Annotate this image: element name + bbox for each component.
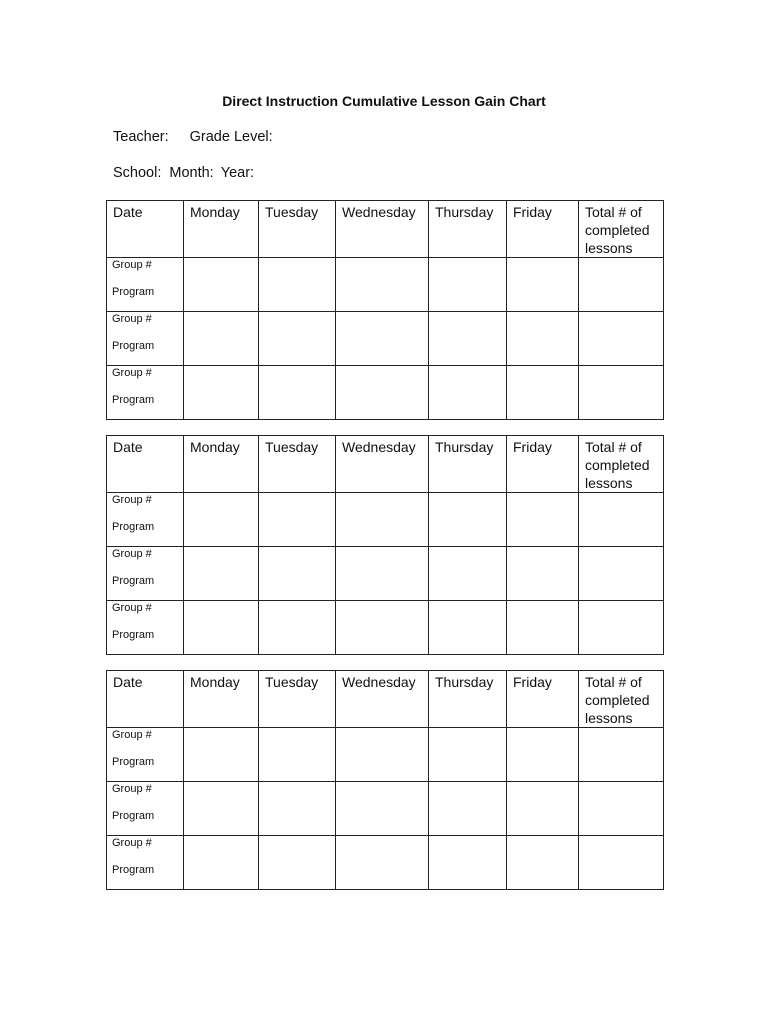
tuesday-cell[interactable] xyxy=(259,836,336,890)
table-row xyxy=(107,312,664,366)
program-label: Program xyxy=(112,575,155,587)
program-label: Program xyxy=(112,286,155,298)
header-total-completed: Total # of completed lessons xyxy=(579,201,664,258)
program-label: Program xyxy=(112,394,155,406)
friday-cell[interactable] xyxy=(507,547,579,601)
tuesday-cell[interactable] xyxy=(259,601,336,655)
lesson-gain-table-3 xyxy=(106,670,664,890)
group-program-cell[interactable] xyxy=(107,728,184,782)
header-tuesday: Tuesday xyxy=(259,436,336,493)
table-header-row xyxy=(107,436,664,493)
table-row xyxy=(107,601,664,655)
table-row xyxy=(107,493,664,547)
total-cell[interactable] xyxy=(579,547,664,601)
wednesday-cell[interactable] xyxy=(336,366,429,420)
header-total-completed: Total # of completed lessons xyxy=(579,671,664,728)
table-row xyxy=(107,366,664,420)
monday-cell[interactable] xyxy=(184,366,259,420)
group-program-cell[interactable] xyxy=(107,547,184,601)
thursday-cell[interactable] xyxy=(429,258,507,312)
header-tuesday: Tuesday xyxy=(259,671,336,728)
header-friday: Friday xyxy=(507,436,579,493)
wednesday-cell[interactable] xyxy=(336,728,429,782)
header-wednesday: Wednesday xyxy=(336,436,429,493)
tuesday-cell[interactable] xyxy=(259,782,336,836)
header-thursday: Thursday xyxy=(429,671,507,728)
wednesday-cell[interactable] xyxy=(336,782,429,836)
program-label: Program xyxy=(112,810,155,822)
page-title: Direct Instruction Cumulative Lesson Gain Chart xyxy=(222,93,546,109)
monday-cell[interactable] xyxy=(184,547,259,601)
tuesday-cell[interactable] xyxy=(259,728,336,782)
wednesday-cell[interactable] xyxy=(336,258,429,312)
friday-cell[interactable] xyxy=(507,258,579,312)
group-number-label: Group # xyxy=(112,548,152,560)
table-row xyxy=(107,728,664,782)
tuesday-cell[interactable] xyxy=(259,366,336,420)
header-friday: Friday xyxy=(507,671,579,728)
group-program-cell[interactable] xyxy=(107,782,184,836)
friday-cell[interactable] xyxy=(507,782,579,836)
monday-cell[interactable] xyxy=(184,836,259,890)
wednesday-cell[interactable] xyxy=(336,601,429,655)
program-label: Program xyxy=(112,756,155,768)
wednesday-cell[interactable] xyxy=(336,836,429,890)
group-program-cell[interactable] xyxy=(107,493,184,547)
program-label: Program xyxy=(112,864,155,876)
group-number-label: Group # xyxy=(112,367,152,379)
group-number-label: Group # xyxy=(112,729,152,741)
header-monday: Monday xyxy=(184,671,259,728)
group-program-cell[interactable] xyxy=(107,836,184,890)
group-number-label: Group # xyxy=(112,602,152,614)
thursday-cell[interactable] xyxy=(429,366,507,420)
group-program-cell[interactable] xyxy=(107,258,184,312)
group-number-label: Group # xyxy=(112,259,152,271)
wednesday-cell[interactable] xyxy=(336,493,429,547)
friday-cell[interactable] xyxy=(507,312,579,366)
table-header-row xyxy=(107,671,664,728)
group-number-label: Group # xyxy=(112,783,152,795)
wednesday-cell[interactable] xyxy=(336,312,429,366)
month-label: Month: xyxy=(169,165,214,181)
total-cell[interactable] xyxy=(579,836,664,890)
thursday-cell[interactable] xyxy=(429,728,507,782)
total-cell[interactable] xyxy=(579,493,664,547)
tuesday-cell[interactable] xyxy=(259,493,336,547)
thursday-cell[interactable] xyxy=(429,782,507,836)
thursday-cell[interactable] xyxy=(429,601,507,655)
header-monday: Monday xyxy=(184,436,259,493)
header-wednesday: Wednesday xyxy=(336,201,429,258)
friday-cell[interactable] xyxy=(507,728,579,782)
total-cell[interactable] xyxy=(579,728,664,782)
group-number-label: Group # xyxy=(112,494,152,506)
year-label: Year: xyxy=(220,165,255,181)
group-program-cell[interactable] xyxy=(107,312,184,366)
total-cell[interactable] xyxy=(579,366,664,420)
program-label: Program xyxy=(112,629,155,641)
school-label: School: xyxy=(113,165,162,181)
header-friday: Friday xyxy=(507,201,579,258)
header-tuesday: Tuesday xyxy=(259,201,336,258)
monday-cell[interactable] xyxy=(184,493,259,547)
total-cell[interactable] xyxy=(579,601,664,655)
lesson-gain-table-1 xyxy=(106,200,664,420)
header-wednesday: Wednesday xyxy=(336,671,429,728)
wednesday-cell[interactable] xyxy=(336,547,429,601)
friday-cell[interactable] xyxy=(507,836,579,890)
program-label: Program xyxy=(112,521,155,533)
total-cell[interactable] xyxy=(579,312,664,366)
header-date: Date xyxy=(107,671,184,728)
total-cell[interactable] xyxy=(579,258,664,312)
table-row xyxy=(107,836,664,890)
school-month-year-line xyxy=(113,165,254,181)
tuesday-cell[interactable] xyxy=(259,547,336,601)
grade-level-label: Grade Level: xyxy=(189,129,273,145)
header-date: Date xyxy=(107,201,184,258)
tuesday-cell[interactable] xyxy=(259,312,336,366)
tuesday-cell[interactable] xyxy=(259,258,336,312)
friday-cell[interactable] xyxy=(507,366,579,420)
header-thursday: Thursday xyxy=(429,201,507,258)
monday-cell[interactable] xyxy=(184,601,259,655)
table-header-row xyxy=(107,201,664,258)
friday-cell[interactable] xyxy=(507,601,579,655)
header-total-completed: Total # of completed lessons xyxy=(579,436,664,493)
friday-cell[interactable] xyxy=(507,493,579,547)
header-date: Date xyxy=(107,436,184,493)
program-label: Program xyxy=(112,340,155,352)
lesson-gain-table-2 xyxy=(106,435,664,655)
group-program-cell[interactable] xyxy=(107,366,184,420)
thursday-cell[interactable] xyxy=(429,493,507,547)
monday-cell[interactable] xyxy=(184,782,259,836)
header-monday: Monday xyxy=(184,201,259,258)
thursday-cell[interactable] xyxy=(429,836,507,890)
teacher-grade-line xyxy=(113,129,273,145)
table-row xyxy=(107,782,664,836)
monday-cell[interactable] xyxy=(184,258,259,312)
monday-cell[interactable] xyxy=(184,728,259,782)
thursday-cell[interactable] xyxy=(429,312,507,366)
thursday-cell[interactable] xyxy=(429,547,507,601)
total-cell[interactable] xyxy=(579,782,664,836)
table-row xyxy=(107,258,664,312)
group-number-label: Group # xyxy=(112,313,152,325)
monday-cell[interactable] xyxy=(184,312,259,366)
teacher-label: Teacher: xyxy=(113,129,169,145)
group-number-label: Group # xyxy=(112,837,152,849)
header-thursday: Thursday xyxy=(429,436,507,493)
group-program-cell[interactable] xyxy=(107,601,184,655)
table-row xyxy=(107,547,664,601)
